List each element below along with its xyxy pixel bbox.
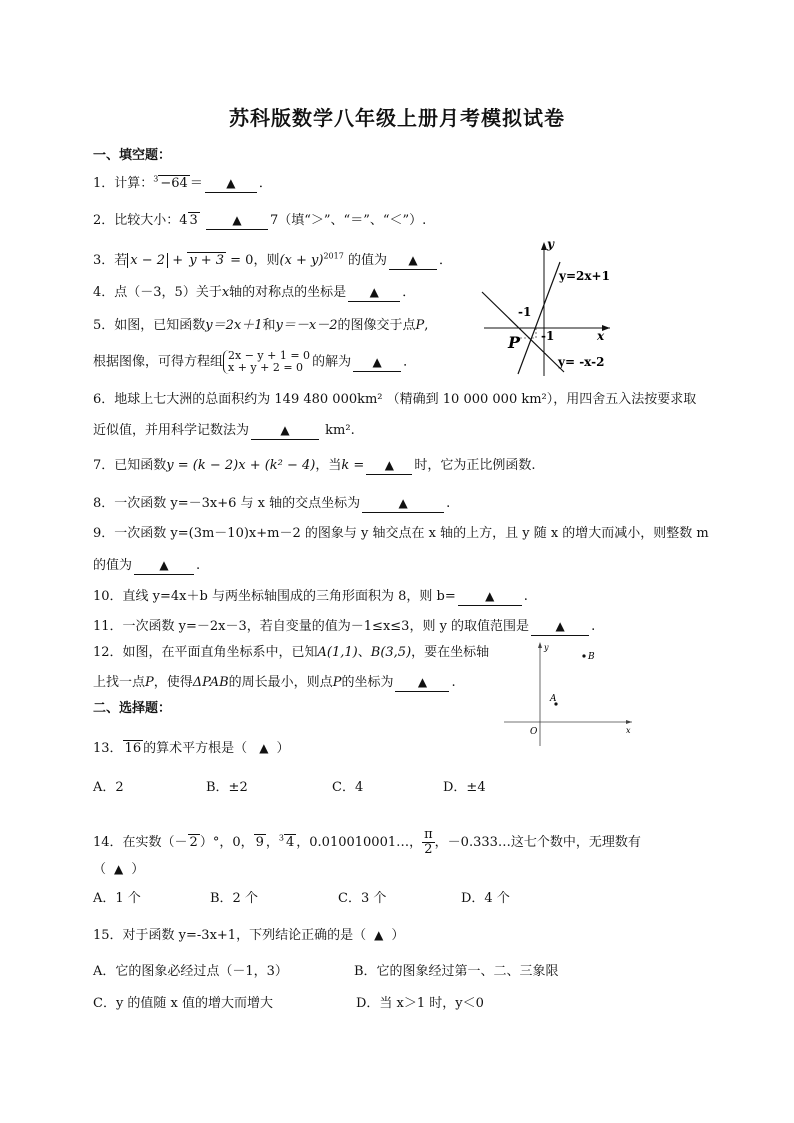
y-axis-arrow-icon [538, 642, 542, 648]
answer-blank[interactable]: ▲ [531, 618, 589, 636]
x-axis-label: x [597, 329, 605, 343]
equation-system: 2x − y + 1 = 0 x + y + 2 = 0 [223, 350, 312, 374]
question-1: 1．计算：$^3$ −64 ＝ ▲ ． [93, 174, 272, 191]
question-9-line-2: 的值为 ▲ . [93, 558, 201, 573]
question-11: 11．一次函数 y=－2x－3，若自变量的值为－1≤x≤3，则 y 的取值范围是 ▲ . [93, 619, 596, 634]
point-a-label: A [550, 694, 557, 704]
question-15: 15．对于函数 y=-3x+1，下列结论正确的是（ ▲ ） [93, 928, 405, 943]
question-9-line-1: 9．一次函数 y=(3m－10)x+m－2 的图象与 y 轴交点在 x 轴的上方，且 y 随 x 的增大而减小，则整数 m [93, 526, 709, 541]
answer-blank[interactable]: ▲ [251, 422, 319, 440]
answer-blank[interactable]: ▲ [206, 212, 268, 230]
option-b[interactable]: B．它的图象经过第一、二、三象限 [354, 964, 559, 979]
y-axis-label: y [544, 643, 549, 652]
question-6-line-1: 6．地球上七大洲的总面积约为 149 480 000km² （精确到 10 000 000 km²），用四舍五入法按要求取 [93, 392, 697, 407]
option-d[interactable]: D．当 x＞1 时，y＜0 [356, 996, 484, 1011]
origin-label: O [530, 727, 538, 737]
point-p-label: P [508, 333, 521, 352]
figure-coordinate-plane [504, 640, 636, 748]
square-root: 3 [189, 213, 198, 228]
page-title: 苏科版数学八年级上册月考模拟试卷 [229, 106, 565, 130]
answer-blank[interactable]: ▲ [134, 557, 194, 575]
question-8: 8．一次函数 y=－3x+6 与 x 轴的交点坐标为 ▲ . [93, 496, 451, 511]
x-axis-arrow-icon [626, 720, 632, 724]
option-a[interactable]: A．2 [93, 780, 124, 795]
section-multiple-choice: 二、选择题： [93, 701, 172, 716]
fraction-pi-over-2: $\frac{\pi}{2}$ [424, 827, 433, 857]
question-14-line-2: （ ▲ ） [93, 862, 145, 877]
option-d[interactable]: D．±4 [443, 780, 486, 795]
question-2: 2．比较大小：4 3 ▲ 7（填“＞”、“＝”、“＜”）. [93, 213, 427, 228]
square-root: y + 3 [189, 253, 225, 268]
question-10: 10．直线 y=4x＋b 与两坐标轴围成的三角形面积为 8，则 b= ▲ . [93, 589, 528, 604]
option-c[interactable]: C．4 [332, 780, 364, 795]
option-a[interactable]: A．1 个 [93, 891, 141, 906]
answer-blank[interactable]: ▲ [366, 457, 412, 475]
question-7: 7．已知函数y = (k − 2)x + (k² − 4)，当k = ▲ 时，它为正比例函数. [93, 458, 536, 473]
answer-slot[interactable]: ▲ [114, 862, 124, 876]
point-b [582, 654, 585, 657]
option-c[interactable]: C．y 的值随 x 值的增大而增大 [93, 996, 274, 1011]
option-d[interactable]: D．4 个 [461, 891, 510, 906]
answer-slot[interactable]: ▲ [259, 741, 269, 755]
answer-blank[interactable]: ▲ [205, 175, 257, 193]
square-root: 16 [124, 741, 142, 756]
question-13: 13． 16 的算术平方根是（ ▲ ） [93, 741, 290, 756]
question-14-line-1: 14．在实数（－ 2 ）°，0， 9 ，$^3$ 4 ，0.010010001…， $\frac{\pi}{2}$ ，－0.333…这七个数中，无理数有 [93, 827, 641, 857]
y-axis-label: y [547, 237, 554, 251]
question-12-line-2: 上找一点P，使得ΔPAB的周长最小，则点P的坐标为 ▲ . [93, 675, 456, 690]
answer-slot[interactable]: ▲ [374, 928, 384, 942]
option-a[interactable]: A．它的图象必经过点（－1，3） [93, 964, 288, 979]
question-5-line-1: 5．如图，已知函数y＝2x＋1和y＝－x－2的图像交于点P, [93, 318, 429, 333]
option-b[interactable]: B．2 个 [210, 891, 258, 906]
section-fill-in: 一、填空题： [93, 148, 172, 163]
question-4: 4．点（－3，5）关于x轴的对称点的坐标是 ▲ ． [93, 285, 416, 300]
cube-root: −64 [160, 176, 188, 191]
answer-blank[interactable]: ▲ [362, 495, 444, 513]
label-y-neg-x-minus-2: y= -x-2 [558, 355, 605, 369]
question-12-line-1: 12．如图，在平面直角坐标系中，已知A(1,1)、B(3,5)，要在坐标轴 [93, 645, 490, 660]
absolute-value: x − 2 [127, 253, 168, 268]
figure-lines-intersection [478, 236, 618, 378]
answer-blank[interactable]: ▲ [458, 588, 522, 606]
question-6-line-2: 近似值，并用科学记数法为 ▲ km². [93, 423, 355, 438]
question-3: 3．若 x − 2 + y + 3 = 0，则$(x + y)^{2017}$ 的值为 ▲ ． [93, 251, 452, 268]
answer-blank[interactable]: ▲ [395, 674, 449, 692]
label-y-2x-plus-1: y=2x+1 [559, 269, 610, 283]
answer-blank[interactable]: ▲ [348, 284, 400, 302]
tick-label: -1 [541, 329, 555, 343]
option-b[interactable]: B．±2 [206, 780, 248, 795]
answer-blank[interactable]: ▲ [353, 354, 401, 372]
question-5-line-2: 根据图像，可得方程组 2x − y + 1 = 0 x + y + 2 = 0 的解为 ▲ ． [93, 349, 417, 374]
x-axis-label: x [626, 726, 631, 735]
answer-blank[interactable]: ▲ [389, 252, 437, 270]
tick-label: -1 [518, 305, 532, 319]
point-b-label: B [588, 652, 595, 662]
option-c[interactable]: C．3 个 [338, 891, 387, 906]
